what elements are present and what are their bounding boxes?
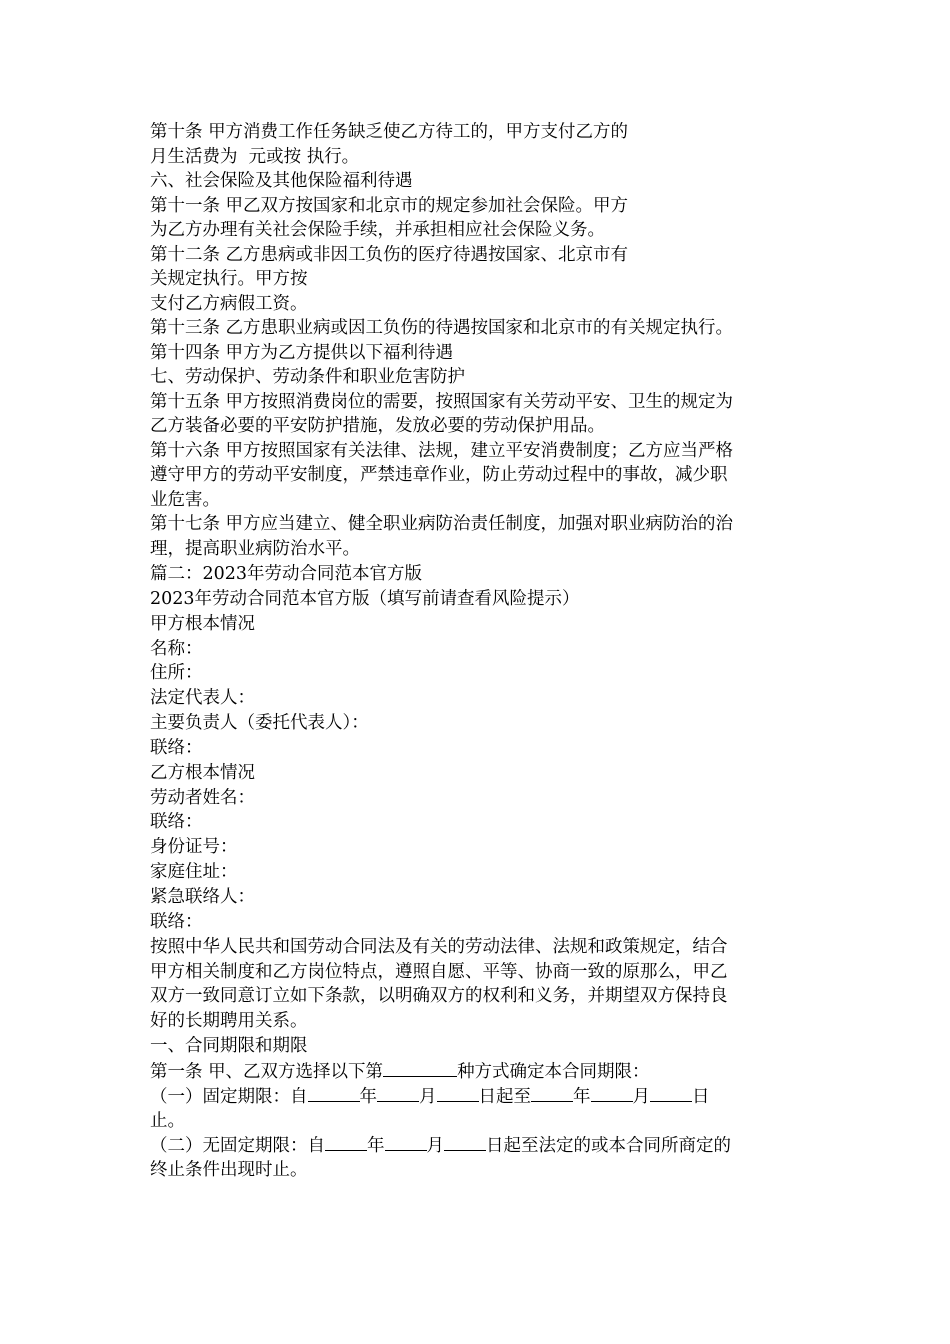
fixed-term-month-label-2: 月 [632, 1086, 650, 1107]
end-day-blank[interactable] [650, 1084, 692, 1102]
article-12-line-2: 关规定执行。甲方按 [150, 269, 308, 289]
party-a-principal-field: 主要负责人（委托代表人）： [150, 713, 369, 734]
fixed-term-day-end-label: 日 [692, 1086, 710, 1107]
article-13: 第十三条 乙方患职业病或因工负伤的待遇按国家和北京市的有关规定执行。 [150, 318, 734, 338]
article-12-line-3: 支付乙方病假工资。 [150, 293, 308, 314]
term-type-blank[interactable] [383, 1059, 457, 1077]
end-month-blank[interactable] [591, 1084, 633, 1102]
open-term-end: 终止条件出现时止。 [150, 1160, 308, 1181]
open-start-year-blank[interactable] [325, 1133, 367, 1151]
start-year-blank[interactable] [308, 1084, 360, 1102]
party-a-name-field: 名称： [150, 638, 203, 659]
article-16-line-2: 遵守甲方的劳动平安制度，严禁违章作业，防止劳动过程中的事故，减少职 [150, 465, 728, 485]
article-16-line-1: 第十六条 甲方按照国家有关法律、法规，建立平安消费制度；乙方应当严格 [150, 440, 734, 461]
section-6-heading: 六、社会保险及其他保险福利待遇 [150, 171, 413, 191]
article-11-line-1: 第十一条 甲乙双方按国家和北京市的规定参加社会保险。甲方 [150, 195, 629, 216]
preamble-line-4: 好的长期聘用关系。 [150, 1011, 308, 1032]
article-10-line-1: 第十条 甲方消费工作任务缺乏使乙方待工的，甲方支付乙方的 [150, 122, 629, 142]
fixed-term-prefix: （一）固定期限：自 [150, 1086, 308, 1107]
party-b-id-field: 身份证号： [150, 837, 238, 858]
party-a-legal-rep-field: 法定代表人： [150, 688, 255, 709]
fixed-term-month-label: 月 [419, 1086, 437, 1107]
party-b-emergency-contact-field: 紧急联络人： [150, 886, 255, 907]
party-b-emergency-phone-field: 联络： [150, 911, 203, 932]
contract-title: 2023年劳动合同范本官方版（填写前请查看风险提示） [150, 588, 580, 609]
fixed-term-line [150, 1084, 800, 1109]
open-term-year-label: 年 [367, 1136, 385, 1157]
preamble-line-1: 按照中华人民共和国劳动合同法及有关的劳动法律、法规和政策规定，结合 [150, 936, 728, 957]
contract-template-section [150, 562, 800, 1183]
party-a-address-field: 住所： [150, 663, 203, 684]
party-b-name-field: 劳动者姓名： [150, 787, 255, 808]
article-14: 第十四条 甲方为乙方提供以下福利待遇 [150, 342, 454, 363]
article-1-text-before: 第一条 甲、乙双方选择以下第 [150, 1061, 384, 1082]
article-16-line-3: 业危害。 [150, 489, 220, 510]
party-b-heading: 乙方根本情况 [150, 762, 255, 783]
preamble-line-3: 双方一致同意订立如下条款，以明确双方的权利和义务，并期望双方保持良 [150, 986, 728, 1007]
article-15-line-1: 第十五条 甲方按照消费岗位的需要，按照国家有关劳动平安、卫生的规定为 [150, 391, 734, 412]
party-b-address-field: 家庭住址： [150, 862, 238, 883]
article-11-line-2: 为乙方办理有关社会保险手续，并承担相应社会保险义务。 [150, 220, 605, 240]
open-term-day-label: 日起至法定的或本合同所商定的 [486, 1136, 731, 1157]
party-a-heading: 甲方根本情况 [150, 613, 255, 634]
part-two-heading: 篇二：2023年劳动合同范本官方版 [150, 564, 423, 584]
article-10-line-2: 月生活费为 元或按 执行。 [150, 146, 360, 167]
open-term-prefix: （二）无固定期限：自 [150, 1136, 325, 1157]
end-year-blank[interactable] [531, 1084, 573, 1102]
contract-section-continued [150, 120, 800, 561]
fixed-term-end: 止。 [150, 1110, 185, 1131]
preamble-line-2: 甲方相关制度和乙方岗位特点，遵照自愿、平等、协商一致的原那么，甲乙 [150, 961, 728, 982]
open-term-month-label: 月 [426, 1136, 444, 1157]
open-start-day-blank[interactable] [444, 1133, 486, 1151]
article-17-line-1: 第十七条 甲方应当建立、健全职业病防治责任制度，加强对职业病防治的治 [150, 514, 734, 534]
article-15-line-2: 乙方装备必要的平安防护措施，发放必要的劳动保护用品。 [150, 416, 605, 436]
article-12-line-1: 第十二条 乙方患病或非因工负伤的医疗待遇按国家、北京市有 [150, 244, 629, 265]
fixed-term-year-label-2: 年 [573, 1086, 591, 1107]
start-month-blank[interactable] [377, 1084, 419, 1102]
fixed-term-day-start-label: 日起至 [478, 1086, 531, 1107]
fixed-term-year-label: 年 [359, 1086, 377, 1107]
article-1-line [150, 1059, 800, 1084]
start-day-blank[interactable] [437, 1084, 479, 1102]
open-term-line [150, 1133, 800, 1158]
party-b-contact-field: 联络： [150, 812, 203, 833]
article-17-line-2: 理，提高职业病防治水平。 [150, 538, 360, 559]
term-section-heading: 一、合同期限和期限 [150, 1036, 308, 1057]
section-7-heading: 七、劳动保护、劳动条件和职业危害防护 [150, 367, 465, 387]
party-a-contact-field: 联络： [150, 737, 203, 758]
article-1-text-after: 种方式确定本合同期限： [457, 1061, 650, 1082]
open-start-month-blank[interactable] [385, 1133, 427, 1151]
document-page [150, 120, 800, 1183]
